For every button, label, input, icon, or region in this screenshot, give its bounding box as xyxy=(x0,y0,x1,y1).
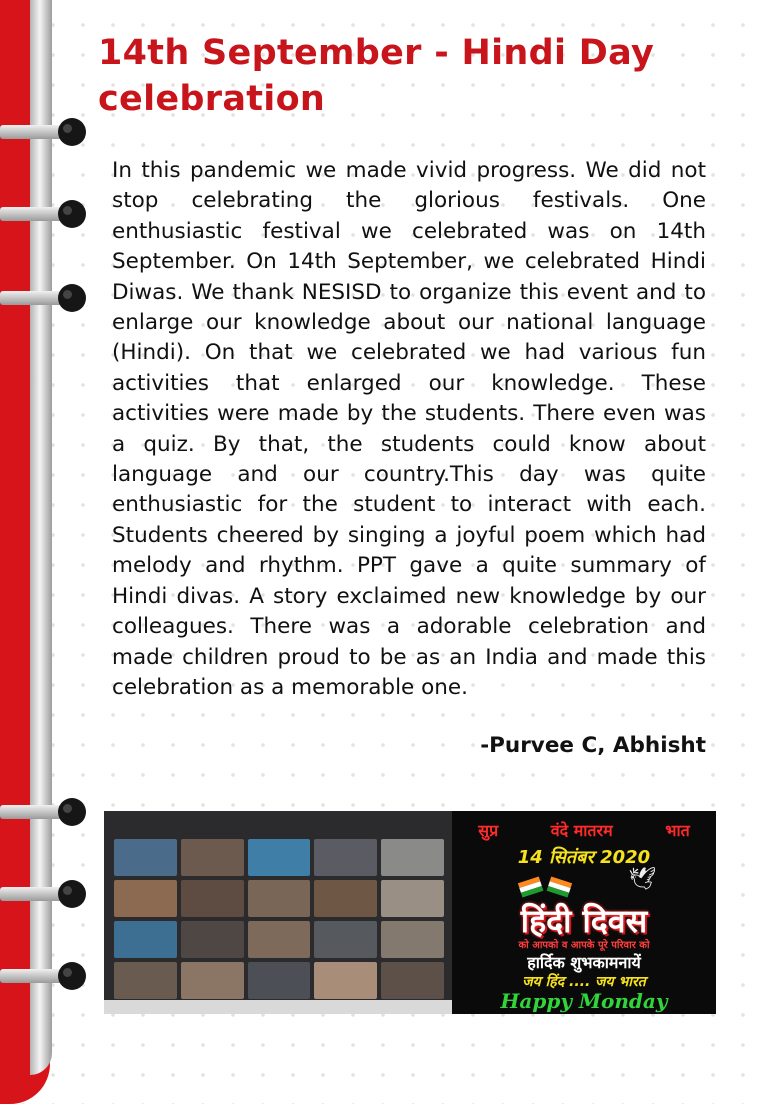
binding-spine xyxy=(30,0,52,1075)
indian-flags-icon xyxy=(518,871,572,901)
poster-main-title: हिंदी दिवस xyxy=(520,902,648,940)
title-line-2: celebration xyxy=(98,79,326,119)
binder-ring-icon xyxy=(0,284,90,314)
poster-greeting-line-1: को आपको व आपके पूरे परिवार को xyxy=(518,940,650,951)
binder-ring-icon xyxy=(0,118,90,148)
video-tile xyxy=(314,839,377,876)
video-tile xyxy=(114,921,177,958)
poster-greeting-line-2: हार्दिक शुभकामनायें xyxy=(527,953,641,972)
poster-top-row xyxy=(452,819,716,841)
video-tile xyxy=(181,962,244,999)
poster-top-center: वंदे मातरम xyxy=(550,821,613,840)
binder-ring-icon xyxy=(0,962,90,992)
poster-happy-monday: Happy Monday xyxy=(500,989,668,1013)
taskbar xyxy=(104,1000,452,1014)
binder-ring-icon xyxy=(0,880,90,910)
hindi-diwas-poster xyxy=(452,811,716,1014)
dove-icon: 🕊 xyxy=(628,867,656,892)
video-tile xyxy=(181,921,244,958)
poster-top-left: सुप्र xyxy=(478,821,499,840)
video-tile xyxy=(314,962,377,999)
video-tile xyxy=(114,839,177,876)
article-body: In this pandemic we made vivid progress. We did not stop celebrating the glorious festivals. One enthusiastic festival we celebrated was on 14th September. On 14th September, we celebrated Hindi Diwas. We thank NESISD to organize this event and to enlarge our knowledge about our national language (Hindi). On that we celebrated we had various fun activities that enlarged our knowledge. These activities were made by the students. There even was a quiz. By that, the students could know about language and our country.This day was quite enthusiastic for the student to interact with each. Students cheered by singing a joyful poem which had melody and rhythm. PPT gave a quite summary of Hindi divas. A story exclaimed new knowledge by our colleagues. There was a adorable celebration and made children proud to be as an India and made this celebration as a memorable one. xyxy=(112,158,706,700)
poster-slogan: जय हिंद .... जय भारत xyxy=(522,974,646,990)
video-tile xyxy=(114,962,177,999)
binder-ring-icon xyxy=(0,200,90,230)
video-tile xyxy=(314,880,377,917)
video-tile xyxy=(248,921,311,958)
video-tile xyxy=(248,962,311,999)
video-tile xyxy=(248,880,311,917)
poster-date: 14 सितंबर 2020 xyxy=(517,847,651,868)
video-tile xyxy=(314,921,377,958)
video-tile xyxy=(381,962,444,999)
video-tile xyxy=(381,880,444,917)
video-tile-grid xyxy=(114,839,444,999)
video-tile xyxy=(248,839,311,876)
title-line-1: 14th September - Hindi Day xyxy=(98,33,655,73)
video-tile xyxy=(181,839,244,876)
notebook-binding xyxy=(0,0,50,1104)
video-call-photo xyxy=(104,811,452,1014)
video-tile xyxy=(114,880,177,917)
page-title xyxy=(98,30,718,122)
poster-top-right: भात xyxy=(665,821,690,840)
video-tile xyxy=(381,839,444,876)
video-tile xyxy=(181,880,244,917)
binder-ring-icon xyxy=(0,798,90,828)
video-tile xyxy=(381,921,444,958)
author-credit: -Purvee C, Abhisht xyxy=(480,733,706,758)
